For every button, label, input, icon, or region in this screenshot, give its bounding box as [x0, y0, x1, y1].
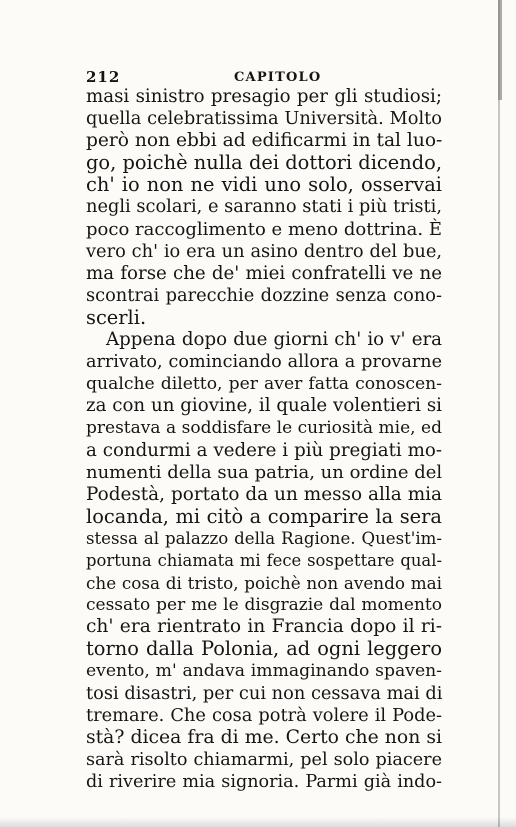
text-line: sarà risolto chiamarmi, pel solo piacere: [86, 749, 442, 770]
text-line: di riverire mia signoria. Parmi già indo-: [86, 771, 442, 792]
text-line: za con un giovine, il quale volentieri si: [86, 395, 442, 417]
text-line: quella celebratissima Università. Molto: [86, 108, 442, 130]
text-line: evento, m' andava immaginando spaven-: [86, 661, 442, 682]
text-line: torno dalla Polonia, ad ogni leggero: [86, 637, 442, 661]
text-line: cessato per me le disgrazie dal momento: [86, 595, 442, 616]
text-line: numenti della sua patria, un ordine del: [86, 461, 443, 483]
text-line: ma forse che de' miei confratelli ve ne: [86, 262, 442, 284]
text-line: prestava a soddisfare le curiosità mie, ed: [86, 418, 442, 439]
page-header: [86, 68, 441, 86]
text-line: masi sinistro presagio per gli studiosi;: [86, 86, 442, 107]
text-line: Podestà, portato da un messo alla mia: [86, 483, 442, 505]
running-head: CAPITOLO: [234, 70, 322, 85]
text-line: stessa al palazzo della Ragione. Quest'im-: [86, 528, 442, 548]
text-line: vero ch' io era un asino dentro del bue,: [86, 240, 442, 262]
text-line: stà? dicea fra di me. Certo che non si: [86, 726, 442, 748]
text-line: ch' era rientrato in Francia dopo il ri-: [86, 616, 442, 638]
text-line: tosi disastri, per cui non cessava mai di: [86, 682, 443, 704]
text-line: tremare. Che cosa potrà volere il Pode-: [86, 704, 442, 726]
page-edge-bottom: [0, 817, 516, 827]
text-line-paragraph-start: Appena dopo due giorni ch' io v' era: [106, 329, 442, 351]
text-line: go, poichè nulla dei dottori dicendo,: [86, 151, 442, 175]
text-line: scontrai parecchie dozzine senza cono-: [86, 284, 442, 306]
text-line-paragraph-end: scerli.: [86, 305, 147, 329]
body-text: [86, 86, 442, 793]
text-line: arrivato, cominciando allora a provarne: [86, 352, 442, 373]
text-line: locanda, mi citò a comparire la sera: [86, 504, 442, 528]
text-line: però non ebbi ad edificarmi in tal luo-: [86, 130, 443, 152]
page-edge-right: [498, 0, 500, 827]
text-line: negli scolari, e saranno stati i più tristi,: [86, 196, 443, 218]
text-line: ch' io non ne vidi uno solo, osservai: [86, 173, 442, 197]
text-line: che cosa di tristo, poichè non avendo mai: [86, 573, 442, 594]
text-line: a condurmi a vedere i più pregiati mo-: [86, 439, 442, 461]
text-line: qualche diletto, per aver fatta conoscen-: [86, 374, 442, 395]
text-line: poco raccoglimento e meno dottrina. È: [86, 218, 442, 240]
text-line: portuna chiamata mi fece sospettare qual-: [86, 550, 442, 570]
page-edge-shadow: [498, 0, 502, 100]
page-number: 212: [86, 68, 121, 86]
